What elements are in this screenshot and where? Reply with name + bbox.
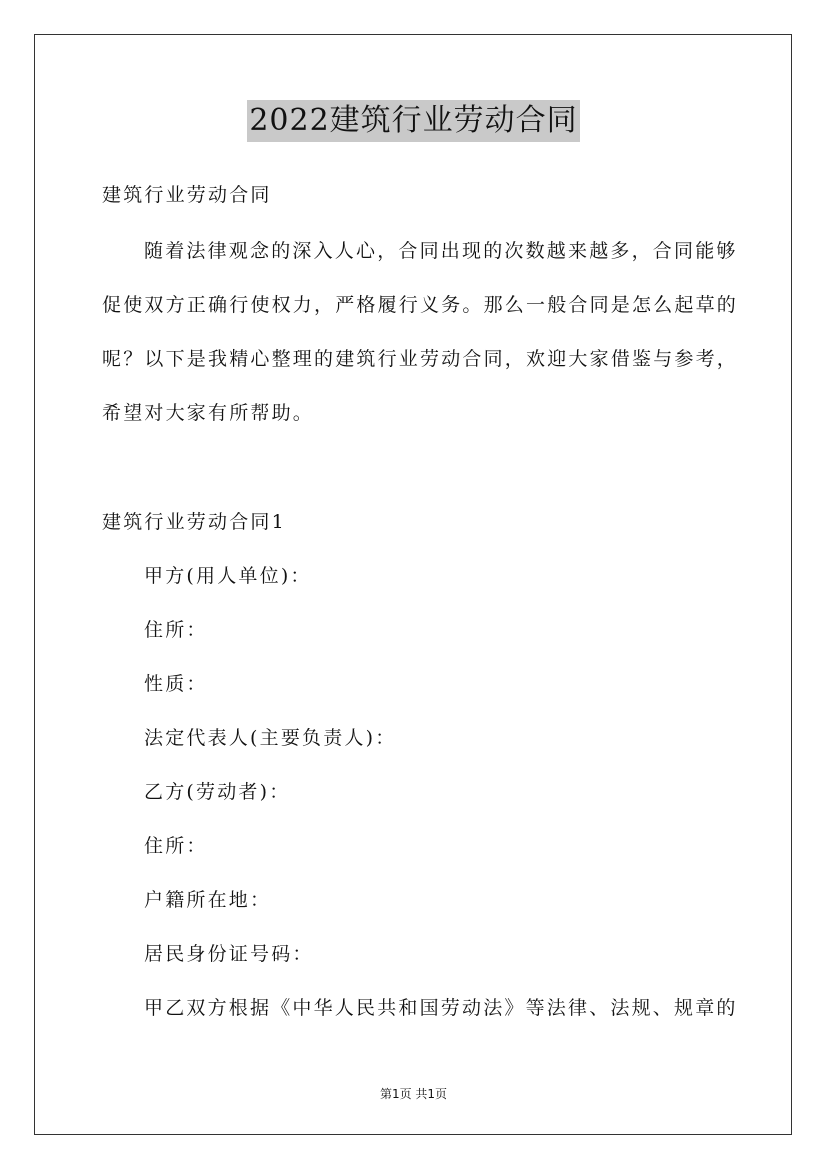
field-party-a: 甲方(用人单位)： xyxy=(144,565,312,587)
document-subtitle: 建筑行业劳动合同 xyxy=(102,184,272,206)
field-id-number: 居民身份证号码： xyxy=(144,943,314,965)
field-nature: 性质： xyxy=(144,673,208,695)
field-party-b: 乙方(劳动者)： xyxy=(144,781,291,803)
field-legal-representative: 法定代表人(主要负责人)： xyxy=(144,727,397,749)
field-address-b: 住所： xyxy=(144,835,208,857)
field-household-registration: 户籍所在地： xyxy=(144,889,272,911)
intro-line-2: 促使双方正确行使权力，严格履行义务。那么一般合同是怎么起草的 xyxy=(102,294,739,316)
section-heading: 建筑行业劳动合同1 xyxy=(102,511,286,533)
page-number-text: 第1页 共1页 xyxy=(379,1087,448,1101)
agreement-text-line: 甲乙双方根据《中华人民共和国劳动法》等法律、法规、规章的 xyxy=(144,997,738,1019)
intro-line-3: 呢？以下是我精心整理的建筑行业劳动合同，欢迎大家借鉴与参考， xyxy=(102,348,739,370)
field-address-a: 住所： xyxy=(144,619,208,641)
page-footer xyxy=(0,1085,827,1102)
intro-line-4: 希望对大家有所帮助。 xyxy=(102,402,315,424)
title-container xyxy=(0,100,827,142)
document-title: 2022建筑行业劳动合同 xyxy=(247,100,579,142)
intro-line-1: 随着法律观念的深入人心，合同出现的次数越来越多，合同能够 xyxy=(144,240,738,262)
